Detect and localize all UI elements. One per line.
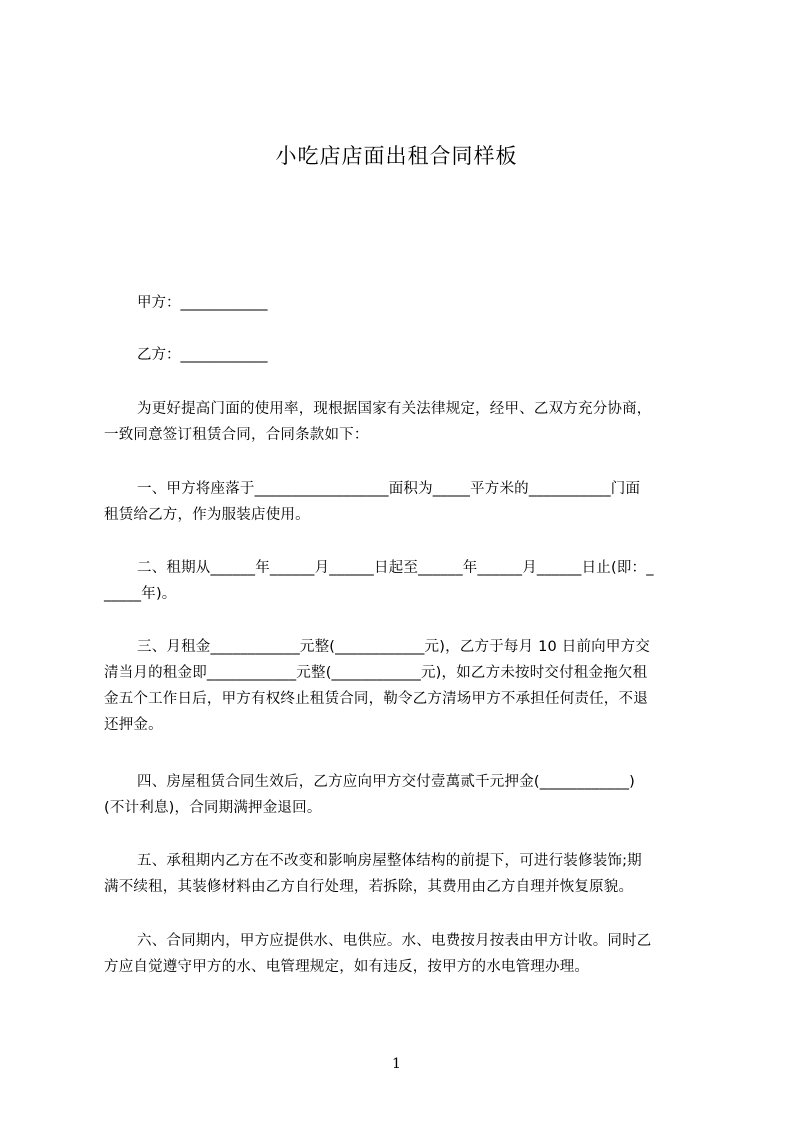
clause-3 <box>104 634 702 738</box>
clause-1 <box>104 476 702 528</box>
clause-line: 五、承租期内乙方在不改变和影响房屋整体结构的前提下，可进行装修装饰;期 <box>137 853 642 869</box>
document-title: 小吃店店面出租合同样板 <box>275 144 518 168</box>
clause-5 <box>104 848 702 900</box>
party-b-line: 乙方：____________ <box>137 347 268 363</box>
clause-line: 方应自觉遵守甲方的水、电管理规定，如有违反，按甲方的水电管理办理。 <box>104 959 590 975</box>
clause-line: 还押金。 <box>104 717 163 733</box>
clause-line: 满不续租，其装修材料由乙方自行处理，若拆除，其费用由乙方自理并恢复原貌。 <box>104 879 634 895</box>
clause-line: 清当月的租金即____________元整(____________元)，如乙方未按时交付租金拖欠租 <box>104 665 648 681</box>
clause-line: 二、租期从______年______月______日起至______年______月______日止(即：_ <box>137 560 654 576</box>
clause-line: 三、月租金____________元整(____________元)，乙方于每月 10 日前向甲方交 <box>137 639 650 655</box>
clause-line: _____年)。 <box>104 586 177 602</box>
intro-line: 一致同意签订租赁合同，合同条款如下： <box>104 427 369 443</box>
clause-line: 六、合同期内，甲方应提供水、电供应。水、电费按月按表由甲方计收。同时乙 <box>137 933 652 949</box>
page-number: 1 <box>392 1056 401 1072</box>
intro-paragraph <box>104 396 702 448</box>
clause-6 <box>104 928 702 980</box>
clause-2 <box>104 555 702 607</box>
party-a-line: 甲方：____________ <box>137 295 268 311</box>
clause-4 <box>104 769 702 821</box>
intro-line: 为更好提高门面的使用率，现根据国家有关法律规定，经甲、乙双方充分协商， <box>137 401 652 417</box>
clause-line: 四、房屋租赁合同生效后，乙方应向甲方交付壹萬贰千元押金(____________) <box>137 774 636 790</box>
clause-line: (不计利息)，合同期满押金退回。 <box>104 800 322 816</box>
clause-line: 金五个工作日后，甲方有权终止租赁合同，勒令乙方清场甲方不承担任何责任，不退 <box>104 691 648 707</box>
clause-line: 租赁给乙方，作为服装店使用。 <box>104 507 310 523</box>
clause-line: 一、甲方将座落于__________________面积为_____平方米的___________门面 <box>137 481 641 497</box>
